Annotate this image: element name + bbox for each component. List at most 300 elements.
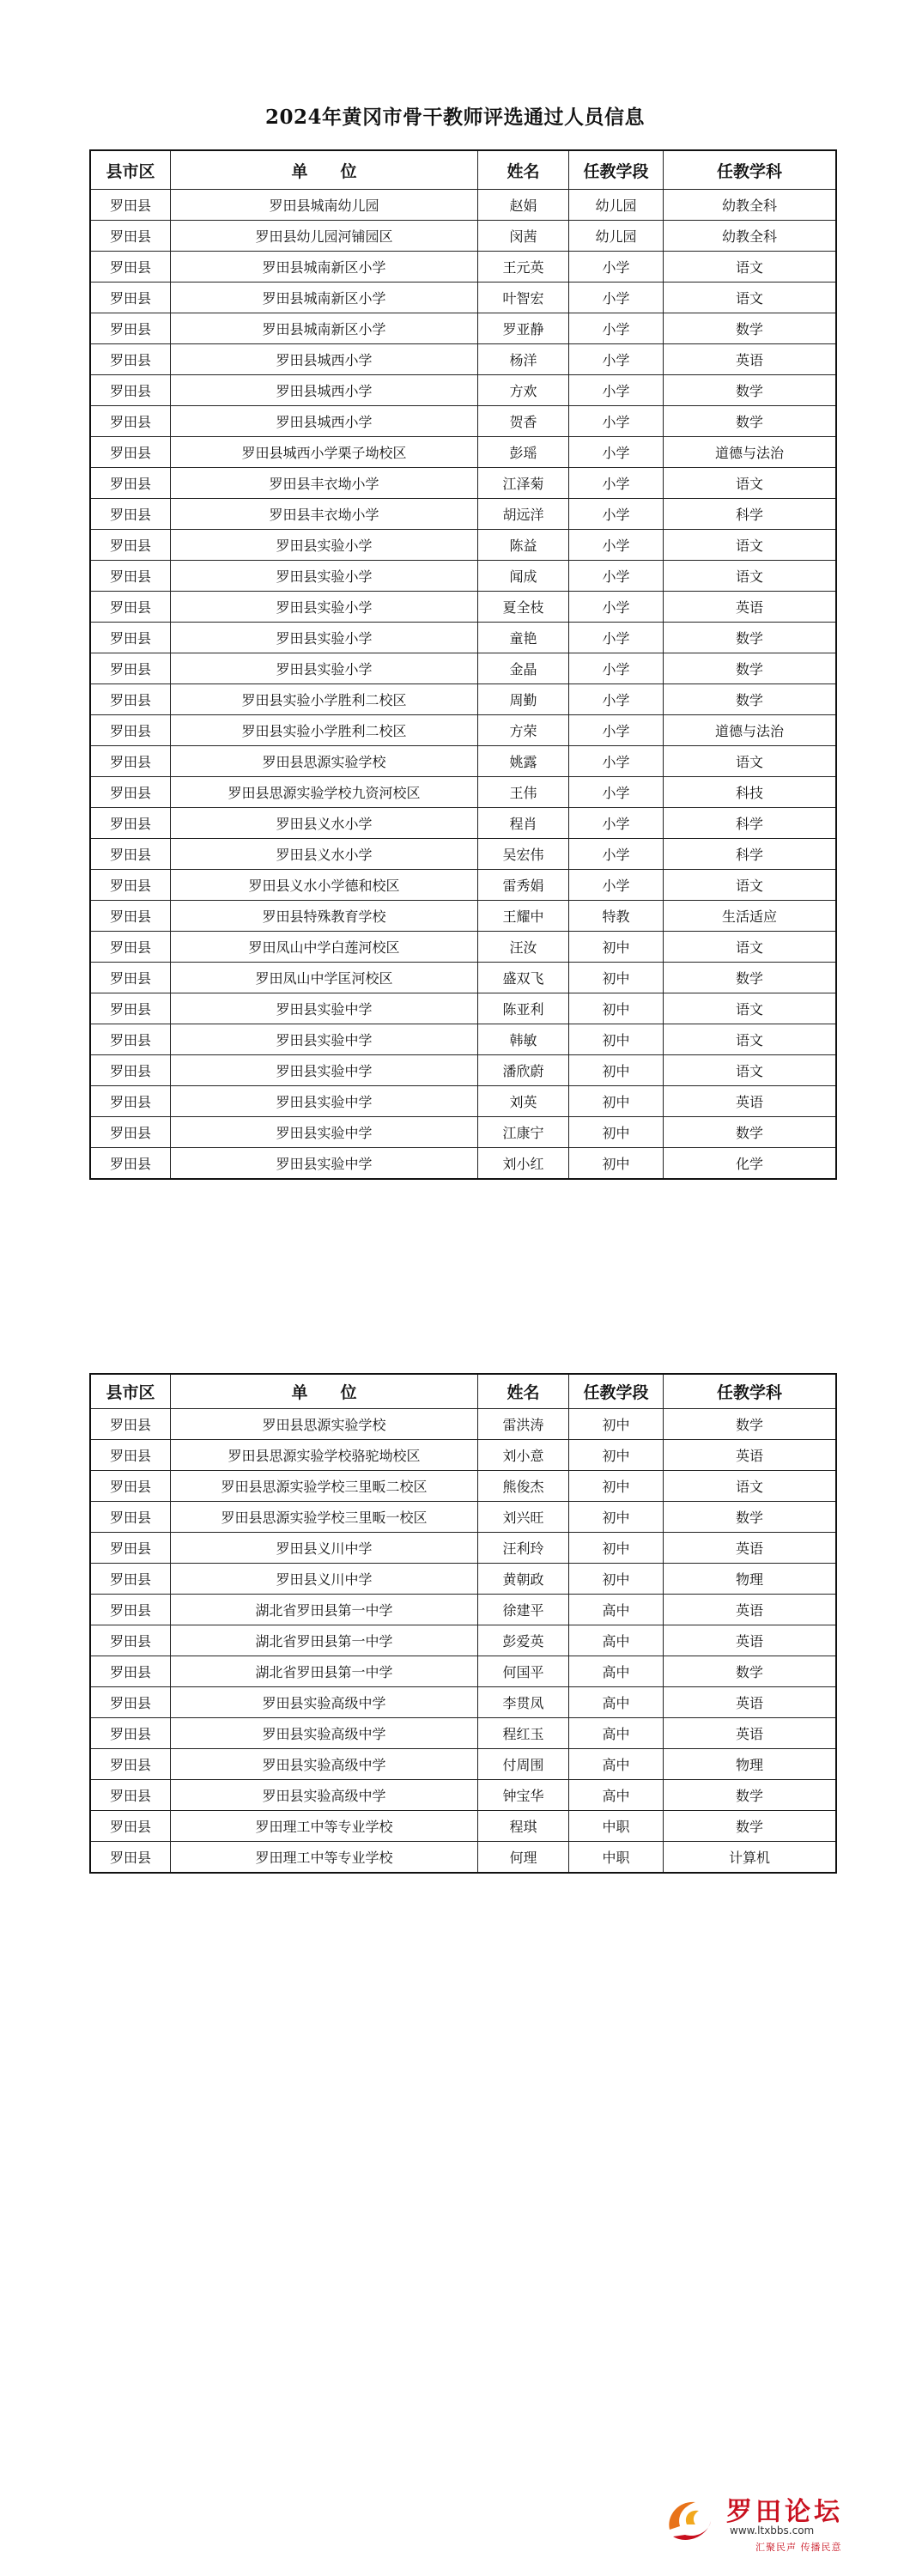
cell-county: 罗田县	[90, 1595, 171, 1625]
cell-county: 罗田县	[90, 468, 171, 499]
table-row	[90, 1687, 836, 1718]
cell-name: 方欢	[478, 375, 569, 406]
cell-unit: 罗田县思源实验学校三里畈二校区	[171, 1471, 478, 1502]
cell-subject: 道德与法治	[664, 715, 837, 746]
cell-name: 王伟	[478, 777, 569, 808]
cell-stage: 高中	[569, 1625, 664, 1656]
cell-name: 汪利玲	[478, 1533, 569, 1564]
cell-stage: 初中	[569, 1502, 664, 1533]
cell-county: 罗田县	[90, 1625, 171, 1656]
cell-stage: 小学	[569, 839, 664, 870]
cell-subject: 语文	[664, 993, 837, 1024]
cell-stage: 中职	[569, 1842, 664, 1874]
cell-unit: 罗田县实验小学	[171, 623, 478, 653]
table-row	[90, 715, 836, 746]
cell-name: 潘欣蔚	[478, 1055, 569, 1086]
teacher-table-1	[89, 149, 837, 1180]
cell-county: 罗田县	[90, 715, 171, 746]
cell-stage: 初中	[569, 932, 664, 963]
cell-stage: 初中	[569, 993, 664, 1024]
cell-stage: 初中	[569, 1533, 664, 1564]
cell-subject: 语文	[664, 746, 837, 777]
cell-stage: 小学	[569, 653, 664, 684]
table-row	[90, 932, 836, 963]
cell-county: 罗田县	[90, 1780, 171, 1811]
cell-name: 姚露	[478, 746, 569, 777]
cell-name: 闻成	[478, 561, 569, 592]
cell-county: 罗田县	[90, 344, 171, 375]
cell-name: 罗亚静	[478, 313, 569, 344]
cell-stage: 初中	[569, 1564, 664, 1595]
cell-name: 汪汝	[478, 932, 569, 963]
cell-stage: 小学	[569, 746, 664, 777]
cell-name: 刘小意	[478, 1440, 569, 1471]
cell-subject: 英语	[664, 1718, 837, 1749]
cell-county: 罗田县	[90, 1148, 171, 1180]
table-row	[90, 653, 836, 684]
cell-name: 吴宏伟	[478, 839, 569, 870]
cell-stage: 初中	[569, 963, 664, 993]
cell-unit: 罗田县实验小学	[171, 561, 478, 592]
cell-unit: 罗田县义水小学	[171, 839, 478, 870]
cell-stage: 小学	[569, 870, 664, 901]
cell-stage: 初中	[569, 1024, 664, 1055]
cell-unit: 罗田县特殊教育学校	[171, 901, 478, 932]
table-body-2	[90, 1409, 836, 1874]
cell-subject: 语文	[664, 561, 837, 592]
table-row	[90, 252, 836, 283]
table-row	[90, 1471, 836, 1502]
table-row	[90, 870, 836, 901]
cell-subject: 语文	[664, 1055, 837, 1086]
cell-name: 江康宁	[478, 1117, 569, 1148]
cell-name: 程琪	[478, 1811, 569, 1842]
cell-unit: 罗田县实验高级中学	[171, 1718, 478, 1749]
table-row	[90, 1440, 836, 1471]
cell-stage: 小学	[569, 592, 664, 623]
cell-subject: 英语	[664, 1086, 837, 1117]
cell-unit: 罗田县实验小学	[171, 592, 478, 623]
cell-unit: 罗田县思源实验学校骆驼坳校区	[171, 1440, 478, 1471]
cell-subject: 数学	[664, 623, 837, 653]
table-row	[90, 406, 836, 437]
table-row	[90, 746, 836, 777]
cell-county: 罗田县	[90, 777, 171, 808]
cell-county: 罗田县	[90, 653, 171, 684]
cell-county: 罗田县	[90, 623, 171, 653]
cell-name: 李贯凤	[478, 1687, 569, 1718]
cell-unit: 罗田县丰衣坳小学	[171, 468, 478, 499]
table-row	[90, 221, 836, 252]
cell-name: 刘英	[478, 1086, 569, 1117]
table-row	[90, 1409, 836, 1440]
cell-stage: 初中	[569, 1471, 664, 1502]
cell-county: 罗田县	[90, 808, 171, 839]
cell-subject: 科学	[664, 499, 837, 530]
cell-stage: 小学	[569, 344, 664, 375]
cell-unit: 罗田县城西小学栗子坳校区	[171, 437, 478, 468]
cell-county: 罗田县	[90, 437, 171, 468]
cell-subject: 数学	[664, 1502, 837, 1533]
cell-unit: 罗田县城西小学	[171, 375, 478, 406]
cell-stage: 高中	[569, 1687, 664, 1718]
cell-county: 罗田县	[90, 592, 171, 623]
cell-unit: 罗田县思源实验学校	[171, 746, 478, 777]
cell-unit: 罗田县实验中学	[171, 993, 478, 1024]
table-row	[90, 1055, 836, 1086]
cell-county: 罗田县	[90, 684, 171, 715]
cell-county: 罗田县	[90, 1718, 171, 1749]
table-row	[90, 1533, 836, 1564]
cell-name: 夏全枝	[478, 592, 569, 623]
cell-stage: 小学	[569, 561, 664, 592]
cell-subject: 数学	[664, 1780, 837, 1811]
cell-name: 刘小红	[478, 1148, 569, 1180]
table-row	[90, 499, 836, 530]
cell-subject: 数学	[664, 406, 837, 437]
cell-unit: 罗田县义水小学德和校区	[171, 870, 478, 901]
cell-subject: 英语	[664, 344, 837, 375]
cell-name: 熊俊杰	[478, 1471, 569, 1502]
cell-name: 钟宝华	[478, 1780, 569, 1811]
cell-stage: 小学	[569, 406, 664, 437]
cell-stage: 小学	[569, 530, 664, 561]
cell-county: 罗田县	[90, 1471, 171, 1502]
cell-county: 罗田县	[90, 190, 171, 221]
table-header-row	[90, 1374, 836, 1409]
cell-county: 罗田县	[90, 1117, 171, 1148]
cell-stage: 初中	[569, 1148, 664, 1180]
cell-stage: 小学	[569, 313, 664, 344]
table-row	[90, 901, 836, 932]
cell-unit: 罗田县义水小学	[171, 808, 478, 839]
cell-subject: 英语	[664, 592, 837, 623]
header-stage: 任教学段	[569, 1374, 664, 1409]
table-row	[90, 808, 836, 839]
cell-stage: 幼儿园	[569, 221, 664, 252]
forum-name: 罗田论坛	[726, 2497, 843, 2527]
cell-name: 彭瑶	[478, 437, 569, 468]
cell-subject: 语文	[664, 870, 837, 901]
teacher-table-2	[89, 1373, 837, 1874]
cell-county: 罗田县	[90, 839, 171, 870]
table-body-1	[90, 190, 836, 1180]
cell-county: 罗田县	[90, 1055, 171, 1086]
header-subject: 任教学科	[664, 150, 837, 190]
table-row	[90, 1842, 836, 1874]
cell-unit: 罗田县城南新区小学	[171, 283, 478, 313]
cell-stage: 小学	[569, 437, 664, 468]
cell-stage: 高中	[569, 1749, 664, 1780]
cell-unit: 罗田县城南新区小学	[171, 313, 478, 344]
cell-county: 罗田县	[90, 1749, 171, 1780]
cell-county: 罗田县	[90, 1687, 171, 1718]
table-header-row	[90, 150, 836, 190]
cell-county: 罗田县	[90, 1811, 171, 1842]
cell-name: 徐建平	[478, 1595, 569, 1625]
header-stage: 任教学段	[569, 150, 664, 190]
cell-unit: 罗田县丰衣坳小学	[171, 499, 478, 530]
cell-name: 杨洋	[478, 344, 569, 375]
cell-unit: 罗田县实验中学	[171, 1148, 478, 1180]
cell-county: 罗田县	[90, 1409, 171, 1440]
table-row	[90, 993, 836, 1024]
cell-stage: 高中	[569, 1656, 664, 1687]
forum-watermark-logo	[661, 2490, 884, 2559]
cell-subject: 数学	[664, 1656, 837, 1687]
cell-stage: 小学	[569, 375, 664, 406]
cell-unit: 罗田凤山中学白莲河校区	[171, 932, 478, 963]
cell-subject: 数学	[664, 1409, 837, 1440]
cell-subject: 化学	[664, 1148, 837, 1180]
cell-subject: 英语	[664, 1440, 837, 1471]
cell-name: 周勤	[478, 684, 569, 715]
cell-name: 程肖	[478, 808, 569, 839]
cell-name: 陈益	[478, 530, 569, 561]
cell-subject: 英语	[664, 1625, 837, 1656]
cell-subject: 语文	[664, 932, 837, 963]
header-name: 姓名	[478, 150, 569, 190]
cell-unit: 罗田县实验高级中学	[171, 1749, 478, 1780]
cell-name: 江泽菊	[478, 468, 569, 499]
cell-county: 罗田县	[90, 901, 171, 932]
cell-subject: 语文	[664, 252, 837, 283]
cell-subject: 语文	[664, 283, 837, 313]
cell-name: 赵娟	[478, 190, 569, 221]
cell-subject: 幼教全科	[664, 190, 837, 221]
table-row	[90, 1595, 836, 1625]
cell-unit: 罗田县实验中学	[171, 1117, 478, 1148]
cell-unit: 罗田县城西小学	[171, 344, 478, 375]
cell-name: 韩敏	[478, 1024, 569, 1055]
table-row	[90, 1656, 836, 1687]
table-row	[90, 1086, 836, 1117]
cell-county: 罗田县	[90, 1656, 171, 1687]
cell-name: 付周围	[478, 1749, 569, 1780]
cell-unit: 罗田县城南新区小学	[171, 252, 478, 283]
header-unit: 单 位	[171, 150, 478, 190]
table-row	[90, 592, 836, 623]
cell-unit: 罗田县思源实验学校九资河校区	[171, 777, 478, 808]
cell-county: 罗田县	[90, 932, 171, 963]
cell-county: 罗田县	[90, 1024, 171, 1055]
cell-subject: 英语	[664, 1533, 837, 1564]
cell-county: 罗田县	[90, 375, 171, 406]
cell-name: 黄朝政	[478, 1564, 569, 1595]
cell-name: 金晶	[478, 653, 569, 684]
cell-subject: 科技	[664, 777, 837, 808]
cell-subject: 数学	[664, 653, 837, 684]
header-county: 县市区	[90, 150, 171, 190]
cell-county: 罗田县	[90, 1842, 171, 1874]
cell-subject: 英语	[664, 1687, 837, 1718]
header-unit: 单 位	[171, 1374, 478, 1409]
cell-unit: 罗田县实验中学	[171, 1086, 478, 1117]
table-row	[90, 283, 836, 313]
cell-name: 程红玉	[478, 1718, 569, 1749]
table-row	[90, 375, 836, 406]
cell-subject: 数学	[664, 375, 837, 406]
cell-name: 童艳	[478, 623, 569, 653]
cell-county: 罗田县	[90, 993, 171, 1024]
cell-unit: 罗田理工中等专业学校	[171, 1811, 478, 1842]
cell-name: 盛双飞	[478, 963, 569, 993]
cell-stage: 小学	[569, 283, 664, 313]
table-row	[90, 190, 836, 221]
cell-unit: 罗田县实验中学	[171, 1024, 478, 1055]
table-row	[90, 1749, 836, 1780]
cell-subject: 语文	[664, 1471, 837, 1502]
cell-name: 雷洪涛	[478, 1409, 569, 1440]
cell-name: 何理	[478, 1842, 569, 1874]
cell-unit: 罗田县城西小学	[171, 406, 478, 437]
cell-county: 罗田县	[90, 283, 171, 313]
cell-stage: 初中	[569, 1086, 664, 1117]
header-subject: 任教学科	[664, 1374, 837, 1409]
cell-name: 王元英	[478, 252, 569, 283]
table-row	[90, 1811, 836, 1842]
flame-swirl-icon	[661, 2492, 718, 2549]
table-row	[90, 530, 836, 561]
cell-unit: 罗田县思源实验学校	[171, 1409, 478, 1440]
cell-stage: 小学	[569, 499, 664, 530]
cell-unit: 湖北省罗田县第一中学	[171, 1595, 478, 1625]
cell-subject: 科学	[664, 808, 837, 839]
cell-county: 罗田县	[90, 221, 171, 252]
cell-stage: 幼儿园	[569, 190, 664, 221]
cell-county: 罗田县	[90, 1564, 171, 1595]
table-row	[90, 1564, 836, 1595]
page-title: 2024年黄冈市骨干教师评选通过人员信息	[264, 106, 645, 129]
cell-name: 胡远洋	[478, 499, 569, 530]
cell-subject: 数学	[664, 313, 837, 344]
cell-subject: 计算机	[664, 1842, 837, 1874]
cell-county: 罗田县	[90, 252, 171, 283]
cell-county: 罗田县	[90, 1533, 171, 1564]
cell-subject: 科学	[664, 839, 837, 870]
table-row	[90, 1718, 836, 1749]
table-row	[90, 468, 836, 499]
cell-stage: 小学	[569, 777, 664, 808]
cell-stage: 初中	[569, 1440, 664, 1471]
cell-county: 罗田县	[90, 561, 171, 592]
cell-subject: 物理	[664, 1564, 837, 1595]
cell-stage: 初中	[569, 1409, 664, 1440]
cell-county: 罗田县	[90, 1440, 171, 1471]
cell-county: 罗田县	[90, 1502, 171, 1533]
table-row	[90, 313, 836, 344]
cell-county: 罗田县	[90, 870, 171, 901]
table-row	[90, 777, 836, 808]
table-row	[90, 1502, 836, 1533]
table-row	[90, 1625, 836, 1656]
cell-unit: 湖北省罗田县第一中学	[171, 1656, 478, 1687]
cell-name: 刘兴旺	[478, 1502, 569, 1533]
cell-county: 罗田县	[90, 499, 171, 530]
cell-county: 罗田县	[90, 530, 171, 561]
cell-unit: 罗田县义川中学	[171, 1533, 478, 1564]
table-row	[90, 684, 836, 715]
cell-stage: 高中	[569, 1780, 664, 1811]
forum-url: www.ltxbbs.com	[730, 2524, 815, 2537]
cell-county: 罗田县	[90, 1086, 171, 1117]
cell-unit: 罗田县实验中学	[171, 1055, 478, 1086]
cell-subject: 生活适应	[664, 901, 837, 932]
table-row	[90, 1024, 836, 1055]
cell-name: 何国平	[478, 1656, 569, 1687]
cell-subject: 数学	[664, 1811, 837, 1842]
table-row	[90, 561, 836, 592]
cell-name: 闵茜	[478, 221, 569, 252]
cell-stage: 高中	[569, 1595, 664, 1625]
cell-subject: 物理	[664, 1749, 837, 1780]
cell-county: 罗田县	[90, 963, 171, 993]
cell-unit: 罗田县实验小学	[171, 653, 478, 684]
cell-subject: 英语	[664, 1595, 837, 1625]
table-row	[90, 839, 836, 870]
cell-unit: 湖北省罗田县第一中学	[171, 1625, 478, 1656]
cell-subject: 道德与法治	[664, 437, 837, 468]
cell-stage: 小学	[569, 684, 664, 715]
table-row	[90, 1148, 836, 1180]
cell-unit: 罗田县实验高级中学	[171, 1687, 478, 1718]
header-name: 姓名	[478, 1374, 569, 1409]
cell-unit: 罗田县城南幼儿园	[171, 190, 478, 221]
cell-county: 罗田县	[90, 406, 171, 437]
cell-unit: 罗田县实验高级中学	[171, 1780, 478, 1811]
table-row	[90, 963, 836, 993]
cell-unit: 罗田县实验小学	[171, 530, 478, 561]
cell-unit: 罗田县思源实验学校三里畈一校区	[171, 1502, 478, 1533]
header-county: 县市区	[90, 1374, 171, 1409]
cell-stage: 高中	[569, 1718, 664, 1749]
table-row	[90, 623, 836, 653]
forum-slogan: 汇聚民声 传播民意	[755, 2542, 842, 2553]
cell-subject: 语文	[664, 1024, 837, 1055]
cell-stage: 初中	[569, 1055, 664, 1086]
cell-unit: 罗田县义川中学	[171, 1564, 478, 1595]
cell-unit: 罗田县实验小学胜利二校区	[171, 684, 478, 715]
cell-stage: 特教	[569, 901, 664, 932]
cell-stage: 小学	[569, 715, 664, 746]
cell-subject: 数学	[664, 1117, 837, 1148]
cell-subject: 语文	[664, 468, 837, 499]
cell-name: 贺香	[478, 406, 569, 437]
cell-unit: 罗田县幼儿园河铺园区	[171, 221, 478, 252]
cell-name: 方荣	[478, 715, 569, 746]
cell-name: 彭爱英	[478, 1625, 569, 1656]
table-row	[90, 1117, 836, 1148]
table-row	[90, 344, 836, 375]
cell-county: 罗田县	[90, 746, 171, 777]
cell-unit: 罗田凤山中学匡河校区	[171, 963, 478, 993]
cell-county: 罗田县	[90, 313, 171, 344]
cell-name: 叶智宏	[478, 283, 569, 313]
cell-subject: 数学	[664, 684, 837, 715]
cell-subject: 幼教全科	[664, 221, 837, 252]
cell-subject: 数学	[664, 963, 837, 993]
cell-stage: 小学	[569, 808, 664, 839]
cell-subject: 语文	[664, 530, 837, 561]
cell-stage: 小学	[569, 623, 664, 653]
cell-name: 王耀中	[478, 901, 569, 932]
cell-name: 雷秀娟	[478, 870, 569, 901]
cell-stage: 小学	[569, 468, 664, 499]
cell-name: 陈亚利	[478, 993, 569, 1024]
cell-stage: 初中	[569, 1117, 664, 1148]
cell-unit: 罗田县实验小学胜利二校区	[171, 715, 478, 746]
cell-unit: 罗田理工中等专业学校	[171, 1842, 478, 1874]
